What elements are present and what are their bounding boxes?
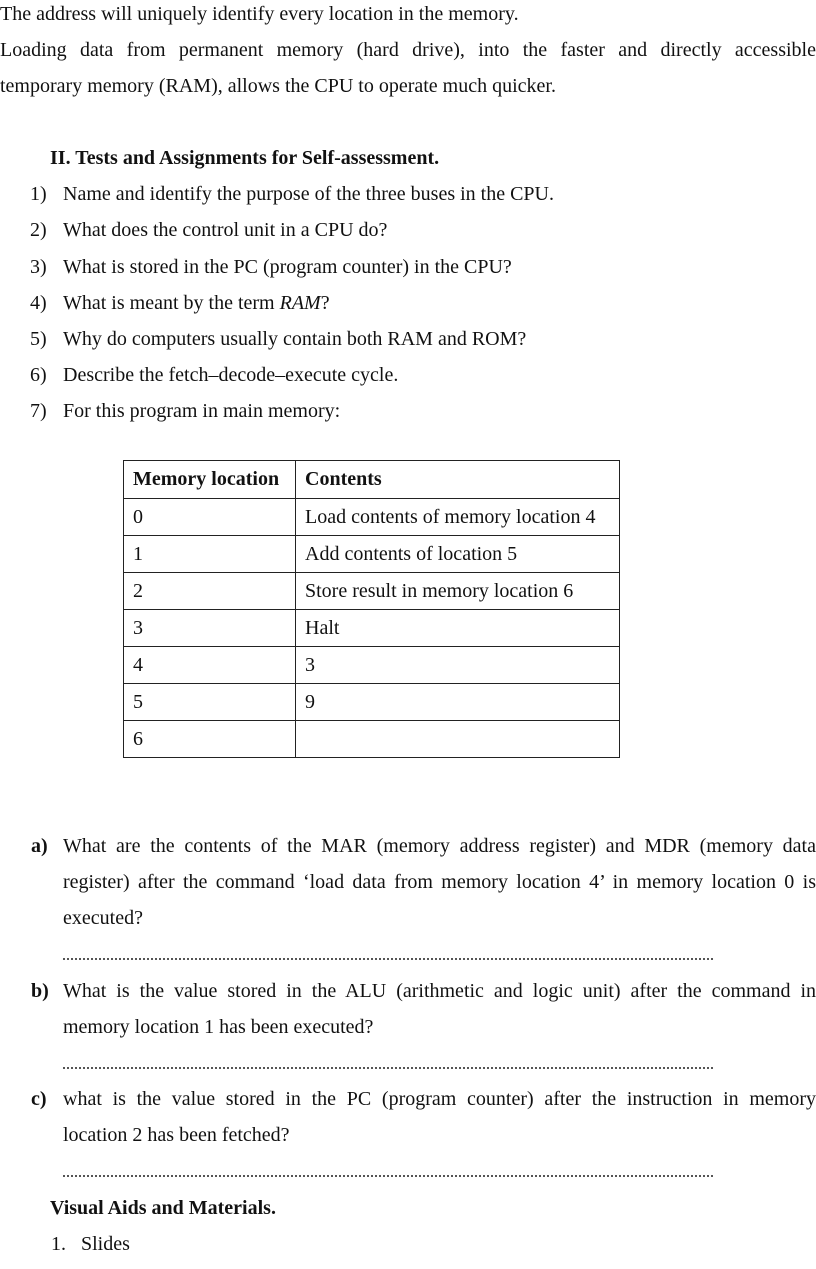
question-text: For this program in main memory: <box>63 400 341 422</box>
subquestion-a-line-2: register) after the command ‘load data from memory location 4’ in memory location 0 is <box>63 871 816 893</box>
table-row <box>124 647 620 684</box>
table-row <box>124 573 620 610</box>
subquestion-a-line-1: What are the contents of the MAR (memory address register) and MDR (memory data <box>63 835 816 857</box>
visual-aids-item-number: 1. <box>51 1233 66 1255</box>
cell-location: 6 <box>124 721 296 758</box>
cell-location: 0 <box>124 499 296 536</box>
subquestion-b-label: b) <box>31 980 49 1002</box>
header-memory-location: Memory location <box>124 461 296 499</box>
answer-line-a[interactable] <box>63 958 713 960</box>
question-number: 4) <box>30 292 47 314</box>
cell-contents: Load contents of memory location 4 <box>296 499 620 536</box>
cell-contents: Halt <box>296 610 620 647</box>
cell-location: 5 <box>124 684 296 721</box>
cell-location: 4 <box>124 647 296 684</box>
table-row <box>124 499 620 536</box>
question-text-part: ? <box>320 292 330 314</box>
memory-table <box>123 460 620 758</box>
header-contents: Contents <box>296 461 620 499</box>
table-row <box>124 610 620 647</box>
question-text: What does the control unit in a CPU do? <box>63 219 388 241</box>
cell-location: 1 <box>124 536 296 573</box>
subquestion-a-label: a) <box>31 835 48 857</box>
ram-term: RAM <box>279 292 321 314</box>
visual-aids-heading: Visual Aids and Materials. <box>50 1197 276 1219</box>
cell-contents: 3 <box>296 647 620 684</box>
question-text <box>63 291 330 315</box>
table-row <box>124 536 620 573</box>
question-number: 6) <box>30 364 47 386</box>
subquestion-b-line-1: What is the value stored in the ALU (arithmetic and logic unit) after the command in <box>63 980 816 1002</box>
intro-line-2: Loading data from permanent memory (hard drive), into the faster and directly accessible <box>0 39 816 61</box>
question-number: 5) <box>30 328 47 350</box>
question-number: 2) <box>30 219 47 241</box>
answer-line-b[interactable] <box>63 1067 713 1069</box>
cell-contents: Store result in memory location 6 <box>296 573 620 610</box>
question-text: Name and identify the purpose of the three buses in the CPU. <box>63 183 554 205</box>
question-text-part: What is meant by the term <box>63 292 280 314</box>
question-number: 1) <box>30 183 47 205</box>
visual-aids-item-slides: Slides <box>81 1233 130 1255</box>
intro-line-3: temporary memory (RAM), allows the CPU to operate much quicker. <box>0 75 556 97</box>
intro-line-1: The address will uniquely identify every location in the memory. <box>0 3 519 25</box>
cell-contents: Add contents of location 5 <box>296 536 620 573</box>
table-row <box>124 721 620 758</box>
question-text: Describe the fetch–decode–execute cycle. <box>63 364 399 386</box>
cell-location: 2 <box>124 573 296 610</box>
question-number: 3) <box>30 256 47 278</box>
table-header-row <box>124 461 620 499</box>
cell-location: 3 <box>124 610 296 647</box>
table-row <box>124 684 620 721</box>
subquestion-b-line-2: memory location 1 has been executed? <box>63 1016 374 1038</box>
question-text: What is stored in the PC (program counter) in the CPU? <box>63 256 512 278</box>
subquestion-c-line-2: location 2 has been fetched? <box>63 1124 290 1146</box>
subquestion-c-label: c) <box>31 1088 47 1110</box>
question-text: Why do computers usually contain both RAM and ROM? <box>63 328 527 350</box>
cell-contents: 9 <box>296 684 620 721</box>
question-number: 7) <box>30 400 47 422</box>
subquestion-c-line-1: what is the value stored in the PC (program counter) after the instruction in memory <box>63 1088 816 1110</box>
section-heading: II. Tests and Assignments for Self-assessment. <box>50 147 440 169</box>
answer-line-c[interactable] <box>63 1175 713 1177</box>
subquestion-a-line-3: executed? <box>63 907 143 929</box>
cell-contents <box>296 721 620 758</box>
